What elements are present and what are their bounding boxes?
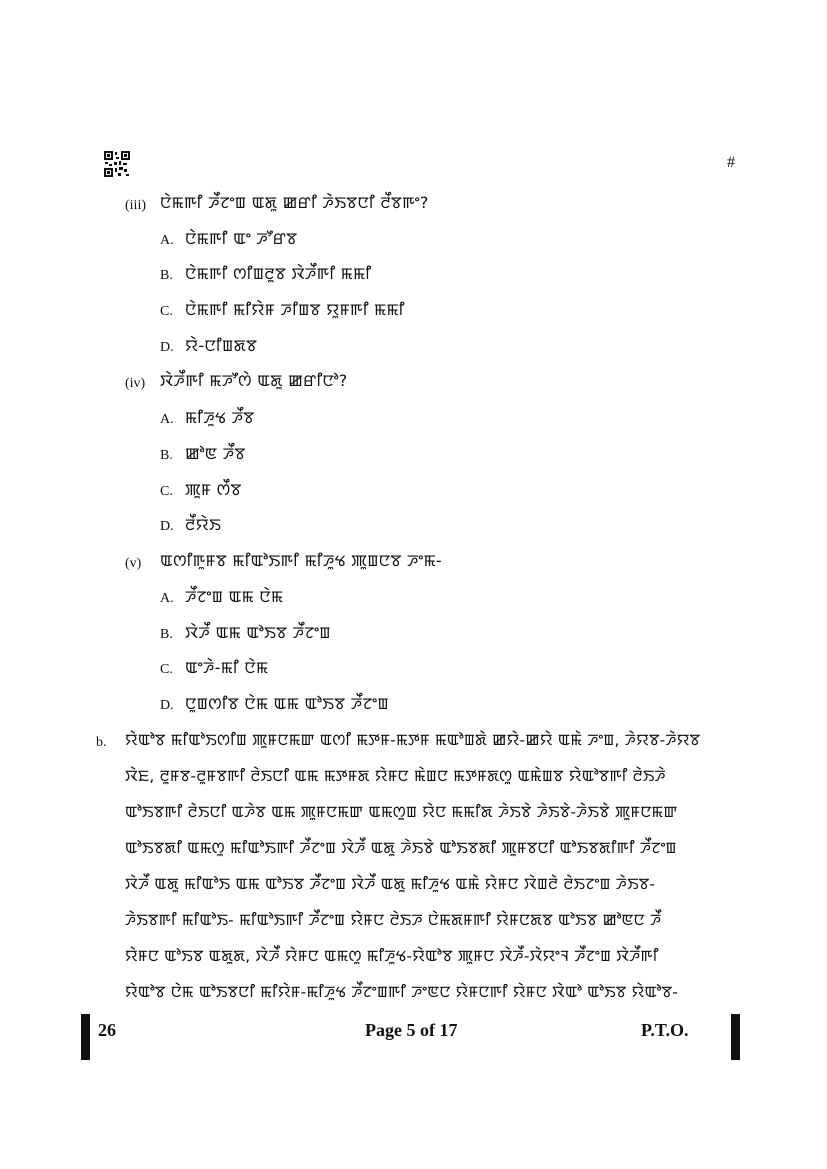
footer-code: 26 — [98, 1020, 116, 1040]
option-text: ꯋꯥꯍꯩ ꯑꯃ ꯑꯣꯏꯕ ꯍꯩꯖꯦꯡ — [185, 623, 331, 642]
question-text: ꯋꯥꯍꯩꯒꯤ ꯃꯍꯧꯁꯥ ꯑꯗꯨ ꯀꯔꯤꯅꯣ? — [160, 371, 348, 390]
option-label: B. — [160, 268, 173, 283]
section-label: b. — [96, 735, 107, 750]
option-text: ꯂꯩꯌꯥꯏ — [185, 515, 222, 534]
footer-right-bar — [731, 1014, 740, 1060]
option-label: A. — [160, 591, 174, 606]
paragraph-line: ꯑꯣꯏꯕꯗꯤ ꯑꯃꯁꯨ ꯃꯤꯑꯣꯏꯒꯤ ꯍꯩꯖꯦꯡ ꯋꯥꯍꯩ ꯑꯗꯨ ꯍꯥꯏꯕꯥ ꯑꯣꯏꯕꯗꯤ ꯄꯨꯝꯕꯅꯤ ꯑꯣꯏꯕꯗꯤꯒꯤ ꯍꯩꯖꯦꯡ — [125, 839, 677, 857]
option-text: ꯍꯩꯖꯦꯡ ꯑꯃ ꯅꯥꯃ — [185, 587, 284, 606]
question-text: ꯅꯥꯃꯒꯤ ꯍꯩꯖꯦꯡ ꯑꯗꯨ ꯀꯔꯤ ꯍꯥꯏꯕꯅꯤ ꯂꯩꯕꯒꯦ? — [160, 193, 429, 212]
option-label: D. — [160, 340, 174, 355]
paragraph-line: ꯋꯥꯍꯩ ꯑꯗꯨ ꯃꯤꯑꯣꯏ ꯑꯃ ꯑꯣꯏꯕ ꯍꯩꯖꯦꯡ ꯋꯥꯍꯩ ꯑꯗꯨ ꯃꯤꯍꯨꯠ ꯑꯃꯥ ꯌꯥꯝꯅ ꯋꯥꯡꯂꯥ ꯂꯥꯏꯖꯦꯡ ꯍꯥꯏꯕ- — [125, 875, 656, 893]
option-text: ꯃꯤꯍꯨꯠ ꯍꯩꯕ — [185, 408, 255, 427]
pto-label: P.T.O. — [641, 1020, 689, 1040]
question-text: ꯑꯁꯤꯒꯨꯝꯕ ꯃꯤꯑꯣꯏꯒꯤ ꯃꯤꯍꯨꯠ ꯄꯨꯡꯅꯕ ꯍꯦꯃ- — [160, 551, 442, 570]
hash-mark: # — [727, 154, 735, 171]
option-text: ꯅꯨꯡꯁꯤꯕ ꯅꯥꯃ ꯑꯃ ꯑꯣꯏꯕ ꯍꯩꯖꯦꯡ — [185, 694, 389, 713]
option-label: C. — [160, 662, 173, 677]
qr-code-icon — [104, 151, 130, 177]
question-number: (v) — [125, 556, 142, 571]
page-number: Page 5 of 17 — [365, 1020, 458, 1040]
option-text: ꯅꯥꯃꯒꯤ ꯁꯤꯡꯂꯨꯕ ꯋꯥꯍꯩꯒꯤ ꯃꯃꯤ — [185, 264, 372, 283]
option-label: A. — [160, 233, 174, 248]
option-text: ꯌꯥ-ꯅꯤꯡꯗꯕ — [185, 336, 258, 355]
option-text: ꯄꯨꯝ ꯁꯩꯕ — [185, 480, 242, 499]
paragraph-line: ꯑꯣꯏꯕꯒꯤ ꯂꯥꯏꯅꯤ ꯑꯍꯥꯕ ꯑꯃ ꯄꯨꯝꯅꯃꯛ ꯑꯃꯁꯨꯡ ꯌꯥꯅ ꯃꯃꯤꯗ ꯍꯥꯏꯕꯥ ꯍꯥꯏꯕꯥ-ꯍꯥꯏꯕꯥ ꯄꯨꯝꯅꯃꯛ — [125, 803, 678, 821]
option-text: ꯑꯦꯍꯥ-ꯃꯤ ꯅꯥꯃ — [185, 658, 269, 677]
option-text: ꯅꯥꯃꯒꯤ ꯑꯦ ꯍꯧꯔꯕ — [185, 229, 298, 248]
option-label: C. — [160, 304, 173, 319]
option-label: B. — [160, 627, 173, 642]
question-number: (iv) — [125, 376, 146, 391]
option-label: D. — [160, 698, 174, 713]
option-label: A. — [160, 412, 174, 427]
paragraph-line: ꯍꯥꯏꯕꯒꯤ ꯃꯤꯑꯣꯏ- ꯃꯤꯑꯣꯏꯒꯤ ꯍꯩꯖꯦꯡ ꯌꯥꯝꯅ ꯂꯥꯏꯍ ꯅꯥꯃꯗꯝꯒꯤ ꯌꯥꯝꯅꯗꯕ ꯑꯣꯏꯕ ꯀꯣꯟꯅ ꯍꯩ — [125, 911, 662, 929]
paragraph-line: ꯌꯥꯑꯣꯕ ꯃꯤꯑꯣꯏꯁꯤꯡ ꯄꯨꯝꯅꯃꯛ ꯑꯁꯤ ꯃꯇꯝ-ꯃꯇꯝ ꯃꯑꯣꯡꯗꯥ ꯀꯌꯥ-ꯀꯌꯥ ꯑꯃꯥ ꯍꯦꯡ, ꯍꯥꯌꯕ-ꯍꯥꯌꯕ — [125, 731, 701, 749]
option-label: D. — [160, 519, 174, 534]
option-label: C. — [160, 484, 173, 499]
option-text: ꯀꯣꯟ ꯍꯩꯕ — [185, 444, 246, 463]
question-number: (iii) — [125, 198, 146, 213]
paragraph-line: ꯋꯥꯐ, ꯂꯨꯝꯕ-ꯂꯨꯝꯕꯒꯤ ꯂꯥꯏꯅꯤ ꯑꯃ ꯃꯇꯝꯗ ꯌꯥꯝꯅ ꯃꯥꯡꯅ ꯃꯇꯝꯗꯁꯨ ꯑꯃꯥꯡꯕ ꯌꯥꯑꯣꯕꯒꯤ ꯂꯥꯏꯍꯥ — [125, 767, 666, 785]
paragraph-line: ꯌꯥꯝꯅ ꯑꯣꯏꯕ ꯑꯗꯨꯗ, ꯋꯥꯍꯩ ꯌꯥꯝꯅ ꯑꯃꯁꯨ ꯃꯤꯍꯨꯠ-ꯌꯥꯑꯣꯕ ꯄꯨꯝꯅ ꯋꯥꯍꯩ-ꯋꯥꯌꯦꯜ ꯍꯩꯖꯦꯡ ꯋꯥꯍꯩꯒꯤ — [125, 947, 659, 965]
option-label: B. — [160, 448, 173, 463]
footer-left-bar — [81, 1014, 90, 1060]
paragraph-line: ꯌꯥꯑꯣꯕ ꯅꯥꯃ ꯑꯣꯏꯕꯅꯤ ꯃꯤꯌꯥꯝ-ꯃꯤꯍꯨꯠ ꯍꯩꯖꯦꯡꯒꯤ ꯍꯦꯟꯅ ꯌꯥꯝꯅꯒꯤ ꯌꯥꯝꯅ ꯋꯥꯑꯣ ꯑꯣꯏꯕ ꯌꯥꯑꯣꯕ- — [125, 983, 679, 1001]
option-text: ꯅꯥꯃꯒꯤ ꯃꯤꯌꯥꯝ ꯍꯤꯡꯕ ꯌꯨꯝꯒꯤ ꯃꯃꯤ — [185, 300, 405, 319]
